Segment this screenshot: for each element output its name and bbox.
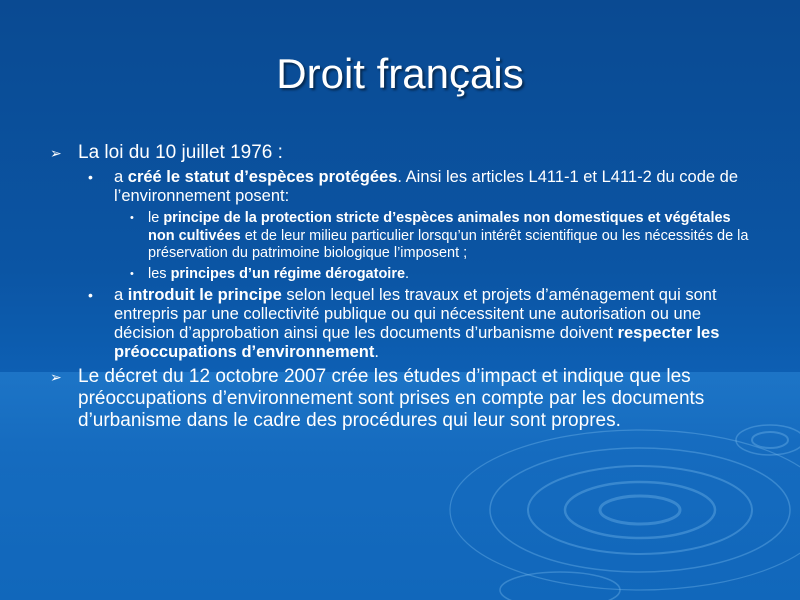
bullet-text-pre: le (148, 210, 164, 226)
bullet-text-bold: respecter les préoccupations d’environnement (114, 324, 720, 361)
bullet-text-bold: créé le statut d’espèces protégées (127, 168, 398, 186)
bullet-dot-icon: • (88, 287, 93, 303)
bullet-level2-statut (50, 168, 760, 206)
bullet-text-post: . (405, 265, 410, 282)
bullet-text-pre: les (148, 265, 171, 282)
bullet-level2-principe-travaux (50, 286, 760, 362)
bullet-dot-icon: • (88, 169, 93, 185)
bullet-text-mid: selon lequel les travaux et projets d’aménagement qui sont entrepris par une collectivité publique ou qui nécessitent une autorisation ou une décision d’approbation ainsi que les documents d’urbanisme doivent (114, 286, 717, 342)
bullet-text-pre: a (114, 286, 128, 304)
arrow-right-icon: ➢ (50, 145, 62, 161)
bullet-dot-icon: • (130, 267, 134, 280)
bullet-text-bold: principe de la protection stricte d’espèces animales non domestiques et végétales non cultivées (148, 210, 731, 244)
bullet-text: Le décret du 12 octobre 2007 crée les études d’impact et indique que les préoccupations d’environnement sont prises en compte par les documents d’urbanisme dans le cadre des procédures qui leur sont propres. (78, 366, 705, 431)
bullet-text-bold: principes d’un régime dérogatoire (170, 265, 406, 282)
slide-content (50, 142, 760, 436)
bullet-text-post: . Ainsi les articles L411-1 et L411-2 du code de l’environnement posent: (114, 168, 738, 205)
bullet-level1-loi-1976 (50, 142, 760, 164)
bullet-text-bold: introduit le principe (127, 286, 282, 304)
bullet-text-pre: a (114, 168, 128, 186)
bullet-level3-regime-derogatoire (50, 266, 760, 284)
bullet-text-post: et de leur milieu particulier lorsqu’un intérêt scientifique ou les nécessités de la préservation du patrimoine biologique l’imposent ; (148, 227, 749, 261)
bullet-level3-principe-protection (50, 210, 760, 263)
bullet-text: La loi du 10 juillet 1976 : (78, 142, 283, 163)
bullet-text-post: . (374, 343, 379, 361)
bullet-dot-icon: • (130, 212, 134, 224)
bullet-level1-decret-2007 (50, 366, 760, 432)
arrow-right-icon: ➢ (50, 369, 62, 385)
slide-title: Droit français (276, 50, 524, 97)
